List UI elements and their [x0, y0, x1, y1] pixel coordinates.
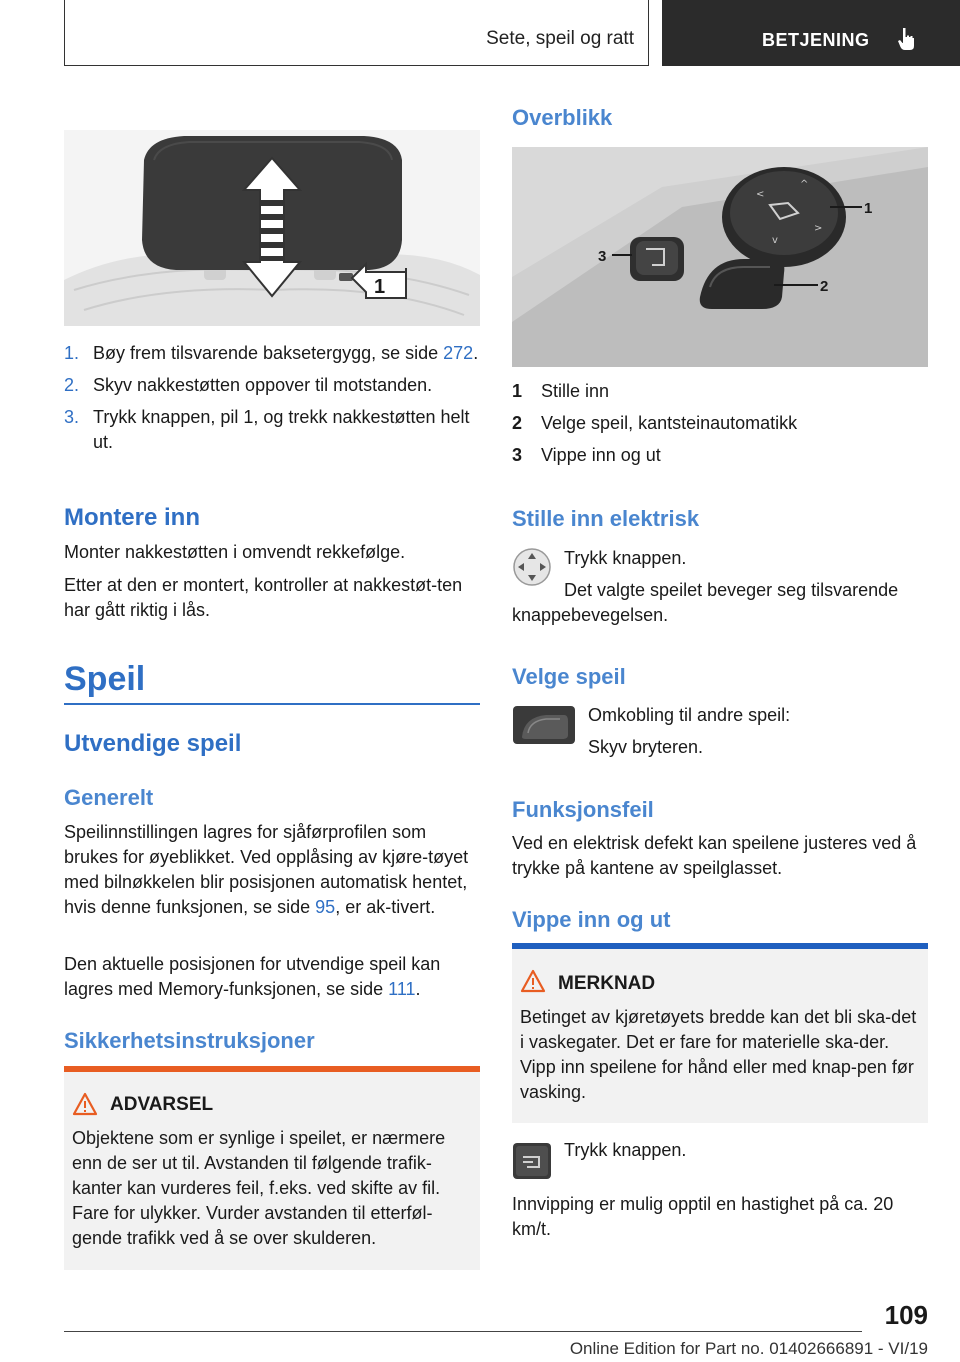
stille-heading: Stille inn elektrisk	[512, 506, 700, 531]
step-text: Skyv nakkestøtten oppover til motstanden.	[93, 375, 433, 395]
warning-box	[64, 1072, 480, 1270]
header-section-title: Sete, speil og ratt	[486, 28, 634, 49]
legend-text: Vippe inn og ut	[541, 445, 661, 465]
legend-number: 1	[512, 381, 523, 401]
section-divider	[64, 703, 480, 705]
legend-text: Stille inn	[541, 381, 610, 401]
note-box	[512, 949, 928, 1123]
legend-text: Velge speil, kantsteinautomatikk	[541, 413, 798, 433]
page-number: 109	[884, 1300, 928, 1330]
headrest-figure	[64, 130, 480, 326]
note-text: Betinget av kjøretøyets bredde kan det bli ska-det i vaskegater. Det er fare for materielle ska-der. Vipp inn speilene for hånd eller med knap-pen før vasking.	[520, 1007, 917, 1102]
stille-paragraph-2: Det valgte speilet beveger seg tilsvarende knappebevegelsen.	[512, 580, 899, 625]
svg-text:>: >	[814, 223, 823, 234]
warning-triangle-icon	[72, 1092, 98, 1116]
header-chapter-tab	[662, 0, 960, 66]
notice-triangle-icon	[520, 969, 546, 993]
figure-callout-2: 2	[820, 278, 829, 295]
fold-mirror-button-icon	[512, 1142, 552, 1180]
utvendige-heading: Utvendige speil	[64, 730, 242, 757]
warning-text: Objektene som er synlige i speilet, er nærmere enn de ser ut til. Avstanden til følgende trafik-kanter kan vurderes feil, f.eks. ved skifte av fil. Fare for ulykker. Vurder avstanden til etterføl-gende trafikk ved å se over skulderen.	[72, 1128, 446, 1248]
step-text: Trykk knappen, pil 1, og trekk nakkestøtten helt ut.	[93, 407, 470, 452]
page-link[interactable]: 95	[315, 897, 336, 917]
pointing-hand-icon	[894, 26, 920, 52]
step-text: Bøy frem tilsvarende baksetergygg, se side	[93, 343, 444, 363]
figure-callout-1: 1	[864, 200, 873, 217]
step-text-end: .	[473, 343, 479, 363]
step-number: 3.	[64, 407, 80, 427]
generelt-paragraph-2	[64, 952, 480, 1002]
mirror-control-figure	[512, 147, 928, 367]
velge-paragraph-1: Omkobling til andre speil:	[588, 705, 791, 725]
page-link[interactable]: 272	[443, 343, 474, 363]
footer-divider	[64, 1331, 862, 1332]
sikkerhet-heading: Sikkerhetsinstruksjoner	[64, 1028, 315, 1053]
header-section-box	[64, 0, 649, 66]
montere-paragraph-1: Monter nakkestøtten i omvendt rekkefølge.	[64, 542, 406, 562]
vippe-paragraph-2: Innvipping er mulig opptil en hastighet på ca. 20 km/t.	[512, 1194, 894, 1239]
generelt-text-end: .	[415, 979, 421, 999]
generelt-paragraph-1	[64, 820, 480, 920]
list-item	[64, 405, 480, 455]
step-number: 2.	[64, 375, 80, 395]
vippe-heading: Vippe inn og ut	[512, 907, 671, 932]
montere-paragraph-2: Etter at den er montert, kontroller at nakkestøt-ten har gått riktig i lås.	[64, 575, 463, 620]
note-title: MERKNAD	[558, 973, 656, 994]
header-chapter-title: BETJENING	[762, 30, 870, 50]
step-number: 1.	[64, 343, 80, 363]
overblikk-heading: Overblikk	[512, 105, 613, 130]
montere-heading: Montere inn	[64, 504, 200, 531]
funksjon-paragraph: Ved en elektrisk defekt kan speilene justeres ved å trykke på kantene av speilglasset.	[512, 833, 917, 878]
velge-paragraph-2: Skyv bryteren.	[588, 737, 704, 757]
page-link[interactable]: 111	[388, 979, 416, 999]
speil-heading: Speil	[64, 660, 146, 698]
figure-callout-3: 3	[598, 248, 607, 265]
stille-paragraph-1: Trykk knappen.	[564, 548, 687, 568]
generelt-heading: Generelt	[64, 785, 154, 810]
list-item	[64, 373, 480, 398]
svg-text:v: v	[772, 235, 778, 246]
legend-number: 3	[512, 445, 523, 465]
list-item	[64, 341, 480, 366]
vippe-paragraph-1: Trykk knappen.	[564, 1140, 687, 1160]
funksjon-heading: Funksjonsfeil	[512, 797, 654, 822]
svg-text:^: ^	[800, 179, 809, 190]
footer-edition: Online Edition for Part no. 01402666891 - VI/19	[569, 1339, 928, 1358]
mirror-select-switch-icon	[512, 705, 576, 745]
page-header	[0, 0, 960, 66]
generelt-text: Den aktuelle posisjonen for utvendige speil kan lagres med Memory-funksjonen, se side	[64, 954, 441, 999]
warning-title: ADVARSEL	[110, 1094, 214, 1115]
velge-heading: Velge speil	[512, 664, 626, 689]
figure-callout-label: 1	[374, 276, 386, 298]
steps-list	[64, 341, 480, 462]
generelt-text-end: , er ak-tivert.	[335, 897, 436, 917]
generelt-text: Speilinnstillingen lagres for sjåførprofilen som brukes for øyeblikket. Ved opplåsing av kjøre-tøyet med bilnøkkelen blir posisjonen automatisk hentet, hvis denne funksjonen, se side	[64, 822, 469, 917]
svg-text:<: <	[756, 189, 765, 200]
legend-number: 2	[512, 413, 523, 433]
